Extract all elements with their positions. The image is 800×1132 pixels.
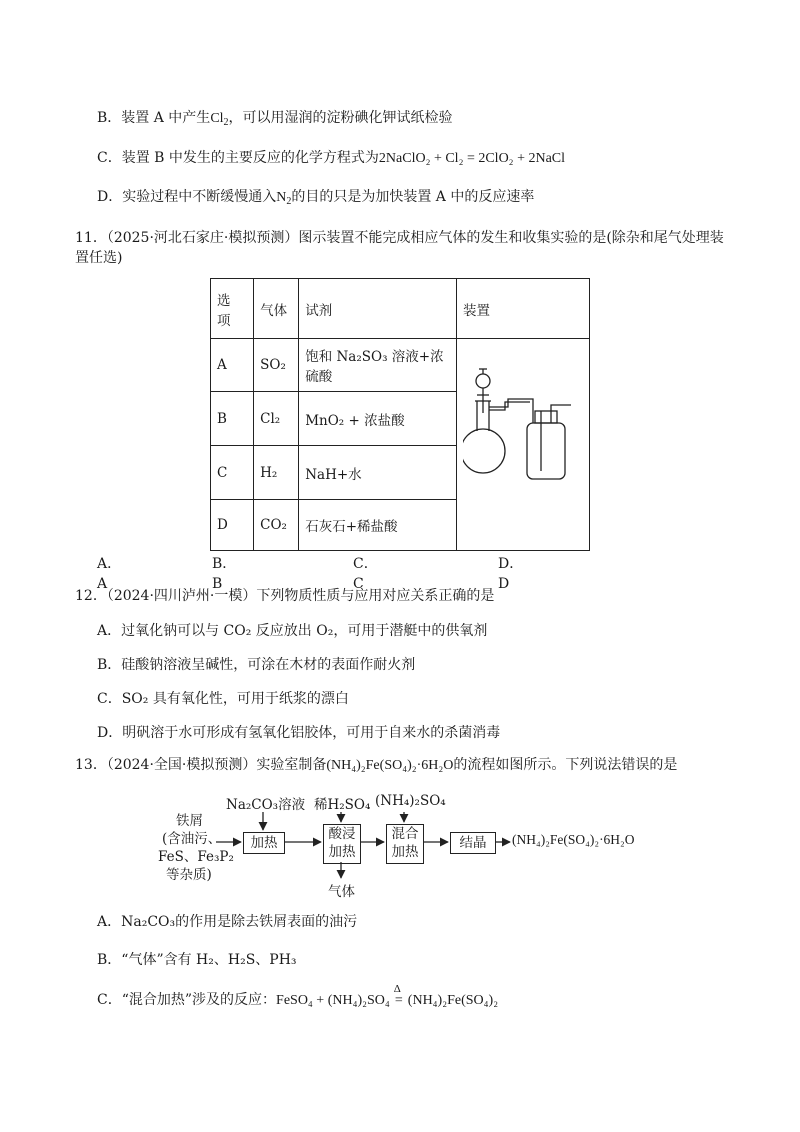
flow-reagent-2: 稀H₂SO₄ [314,797,371,813]
flow-raw-material: 铁屑 [176,813,203,829]
q10-option-d: D．实验过程中不断缓慢通入$N_2$的目的只是为加快装置 A 中的反应速率 [97,189,535,207]
table-row: A SO₂ 饱和 Na₂SO₃ 溶液+浓硫酸 [211,339,590,392]
table-header-option: 选 项 [211,279,254,339]
flow-reagent-3: (NH₄)₂SO₄ [375,793,446,809]
table-header-gas: 气体 [254,279,299,339]
q13-stem: 13．（2024·全国·模拟预测）实验室制备(NH₄)₂Fe(SO₄)₂·6H₂O的流程如图所示。下列说法错误的是 [75,757,678,773]
flow-reagent-1: Na₂CO₃溶液 [226,797,306,813]
chem-formula: $N_2$ [276,190,292,207]
chem-equation: FeSO₄ + (NH₄)₂SO₄ Δ = (NH₄)₂Fe(SO₄)₂ [276,993,498,1008]
flow-byproduct-gas: 气体 [328,884,355,900]
table-row: D CO₂ 石灰石+稀盐酸 [211,500,590,551]
q13-option-a: A．Na₂CO₃的作用是除去铁屑表面的油污 [97,914,358,930]
table-header-apparatus: 装置 [457,279,590,339]
q11-option-a: A．A [97,556,122,592]
q12-option-b: B．硅酸钠溶液呈碱性，可涂在木材的表面作耐火剂 [97,657,416,673]
chem-formula: $Cl_2$ [210,111,229,128]
chem-formula: (NH₄)₂Fe(SO₄)₂·6H₂O [326,758,454,773]
q12-stem: 12．（2024·四川泸州·一模）下列物质性质与应用对应关系正确的是 [75,588,495,604]
q12-option-a: A．过氧化钠可以与 CO₂ 反应放出 O₂，可用于潜艇中的供氧剂 [97,623,488,639]
flow-product: (NH₄)₂Fe(SO₄)₂·6H₂O [512,832,635,847]
q11-stem-line-1: 11．（2025·河北石家庄·模拟预测）图示装置不能完成相应气体的发生和收集实验的是(除杂和尾气处理装 [75,230,724,246]
flow-step-acid-leach: 酸浸 加热 [323,824,361,864]
flow-step-crystallize: 结晶 [450,832,496,854]
q12-option-d: D．明矾溶于水可形成有氢氧化铝胶体，可用于自来水的杀菌消毒 [97,725,501,741]
q11-option-d: D．D [498,556,524,592]
table-header-reagent: 试剂 [299,279,457,339]
table-row: B Cl₂ MnO₂ + 浓盐酸 [211,392,590,446]
flow-step-mix-heat: 混合 加热 [386,824,424,864]
table-row: C H₂ NaH+水 [211,446,590,500]
q11-option-b: B．B [212,556,237,592]
q11-option-c: C．C [353,556,378,592]
q10-option-b: B．装置 A 中产生$Cl_2$，可以用湿润的淀粉碘化钾试纸检验 [97,110,453,128]
flow-step-heat: 加热 [243,832,285,854]
q13-option-c: C．“混合加热”涉及的反应：FeSO₄ + (NH₄)₂SO₄ Δ = (NH₄)₂Fe(SO₄)₂ [97,990,498,1011]
q11-stem-line-2: 置任选) [75,250,123,266]
chem-equation: 2NaClO₂ + Cl₂ = 2ClO₂ + 2NaCl [378,151,566,166]
q10-option-c: C．装置 B 中发生的主要反应的化学方程式为2NaClO₂ + Cl₂ = 2ClO₂ + 2NaCl [97,150,566,166]
q12-option-c: C．SO₂ 具有氧化性，可用于纸浆的漂白 [97,691,349,707]
q13-option-b: B．“气体”含有 H₂、H₂S、PH₃ [97,952,297,968]
heat-condition: Δ [393,983,401,995]
